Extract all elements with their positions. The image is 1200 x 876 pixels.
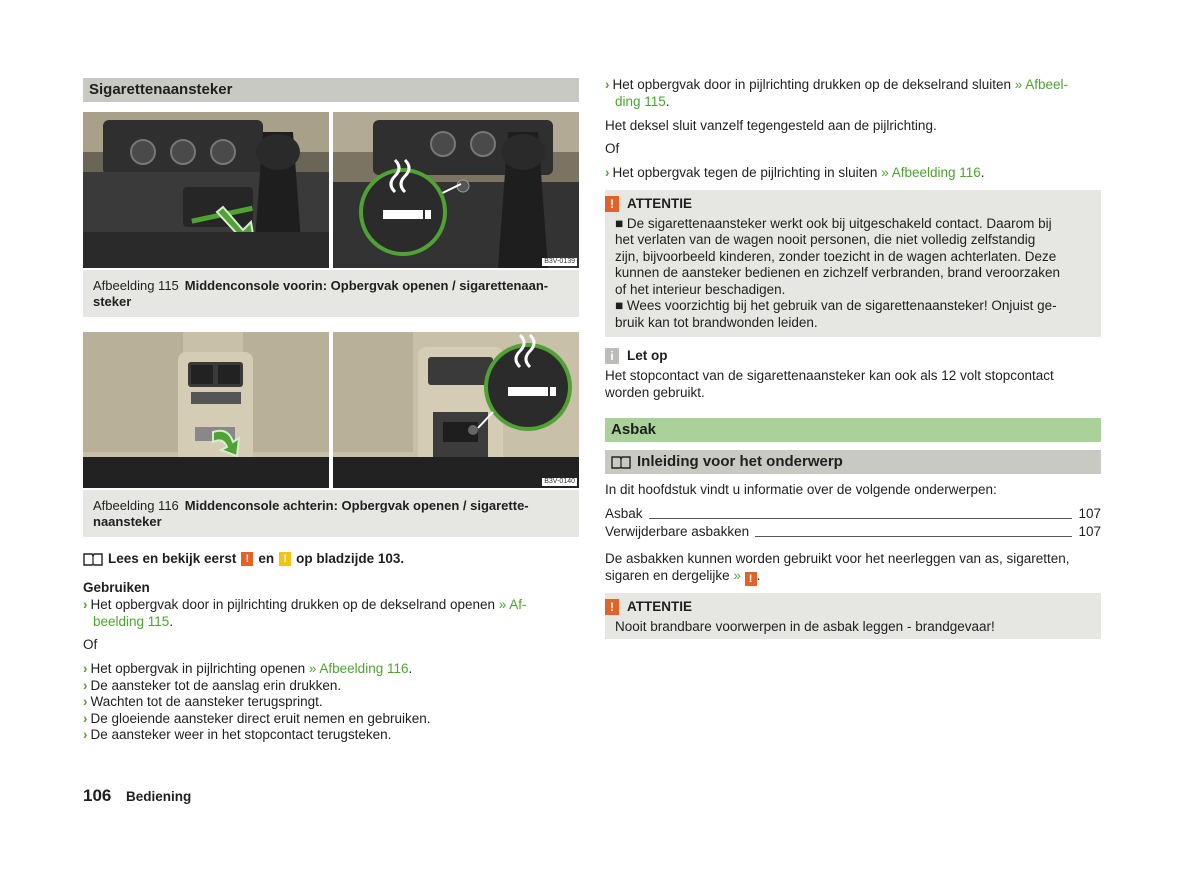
step-close-against-text: Het opbergvak tegen de pijlrichting in sluiten bbox=[612, 165, 878, 180]
step-list bbox=[83, 661, 579, 744]
warning-link[interactable]: » bbox=[733, 567, 741, 583]
attentie-title bbox=[605, 196, 1091, 213]
book-icon bbox=[611, 455, 631, 469]
attentie-line: ■ Wees voorzichtig bij het gebruik van de sigarettenaansteker! Onjuist ge- bbox=[615, 298, 1057, 313]
asbak-line: De asbakken kunnen worden gebruikt voor het neerleggen van as, sigaretten, bbox=[605, 551, 1070, 566]
step-text: De gloeiende aansteker direct eruit nemen en gebruiken. bbox=[90, 710, 431, 726]
attentie-line: bruik kan tot brandwonden leiden. bbox=[615, 314, 818, 330]
step-text: Wachten tot de aansteker terugspringt. bbox=[90, 694, 323, 709]
cigarette-icon bbox=[508, 387, 548, 396]
cigarette-icon bbox=[383, 210, 423, 219]
section-title-sigarettenaansteker: Sigarettenaansteker bbox=[83, 78, 579, 102]
footer-section: Bediening bbox=[126, 789, 192, 804]
step-close-against: › Het opbergvak tegen de pijlrichting in sluiten » Afbeelding 116. bbox=[605, 165, 985, 180]
attentie-line: Nooit brandbare voorwerpen in de asbak leggen - brandgevaar! bbox=[615, 618, 995, 634]
cigarette-lighter-front-image bbox=[333, 112, 579, 268]
step-text: De aansteker weer in het stopcontact terugsteken. bbox=[90, 727, 392, 742]
attentie-title-text: ATTENTIE bbox=[627, 599, 692, 614]
read-first-prefix: Lees en bekijk eerst bbox=[108, 551, 237, 566]
list-item: › De gloeiende aansteker direct eruit nemen en gebruiken. bbox=[83, 710, 431, 726]
toc-label: Verwijderbare asbakken bbox=[605, 524, 750, 539]
warning-icon: ! bbox=[745, 572, 757, 586]
step-close-against-end: . bbox=[980, 165, 985, 180]
figure-link[interactable]: » Afbeelding 116 bbox=[881, 165, 981, 180]
asbak-line: sigaren en dergelijke bbox=[605, 567, 730, 583]
figure-116-title-cont: naansteker bbox=[93, 514, 162, 529]
step-close-press-text: Het opbergvak door in pijlrichting drukken op de dekselrand sluiten bbox=[612, 77, 1011, 92]
info-icon: i bbox=[605, 348, 619, 364]
toc-label: Asbak bbox=[605, 506, 643, 521]
attentie-title-text: ATTENTIE bbox=[627, 196, 692, 211]
figure-link[interactable]: » Afbeel- bbox=[1014, 77, 1069, 92]
asbak-text: De asbakken kunnen worden gebruikt voor het neerleggen van as, sigaretten, sigaren en dergelijke » ! . bbox=[605, 551, 1101, 586]
warning-icon: ! bbox=[605, 196, 619, 212]
of-text-right: Of bbox=[605, 141, 620, 156]
list-item: › Wachten tot de aansteker terugspringt. bbox=[83, 694, 323, 709]
warning-icon: ! bbox=[241, 552, 253, 566]
lid-text: Het deksel sluit vanzelf tegengesteld aan de pijlrichting. bbox=[605, 118, 937, 133]
figure-116-code: B3V-0140 bbox=[544, 478, 575, 485]
subsection-intro-title: Inleiding voor het onderwerp bbox=[637, 453, 843, 470]
step-text: De aansteker tot de aanslag erin drukken. bbox=[90, 677, 342, 693]
center-console-rear-image bbox=[83, 332, 329, 488]
list-item: › Het opbergvak in pijlrichting openen » Afbeelding 116. bbox=[83, 661, 413, 676]
figure-link-cont[interactable]: ding 115 bbox=[615, 93, 666, 109]
letop-line: Het stopcontact van de sigarettenaansteker kan ook als 12 volt stopcontact bbox=[605, 368, 1054, 383]
step-open-press-text: Het opbergvak door in pijlrichting drukken op de dekselrand openen bbox=[90, 597, 496, 612]
figure-115-code: B3V-0139 bbox=[544, 258, 575, 265]
step-close-press: › Het opbergvak door in pijlrichting drukken op de dekselrand sluiten » Afbeel- ding 115. bbox=[605, 77, 1069, 109]
arrow-icon: › bbox=[83, 597, 88, 612]
cigarette-lighter-rear-image bbox=[333, 332, 579, 488]
figure-115-title: Middenconsole voorin: Opbergvak openen / sigarettenaan- bbox=[184, 278, 549, 293]
gebruiken-heading: Gebruiken bbox=[83, 580, 150, 595]
figure-116-label: Afbeelding 116 bbox=[93, 498, 179, 513]
step-close-press-end: . bbox=[665, 93, 670, 109]
step-end: . bbox=[408, 661, 413, 676]
attentie-box-lighter bbox=[605, 190, 1101, 337]
read-first-mid: en bbox=[258, 551, 275, 566]
figure-115-title-cont: steker bbox=[93, 294, 132, 309]
figure-115-caption bbox=[83, 270, 579, 317]
figure-116-caption bbox=[83, 490, 579, 537]
letop-title-text: Let op bbox=[627, 348, 668, 363]
warning-icon: ! bbox=[605, 599, 619, 615]
figure-116-photo-left bbox=[83, 332, 329, 488]
figure-link[interactable]: » Af- bbox=[498, 597, 527, 612]
attentie-title bbox=[605, 599, 1091, 616]
attentie-line: of het interieur beschadigen. bbox=[615, 281, 786, 297]
letop-line: worden gebruikt. bbox=[605, 384, 705, 400]
letop-text bbox=[605, 368, 1101, 401]
read-first-suffix: op bladzijde 103. bbox=[296, 551, 405, 566]
of-text-left: Of bbox=[83, 637, 98, 652]
step-text: Het opbergvak in pijlrichting openen bbox=[90, 661, 309, 676]
intro-text: In dit hoofdstuk vindt u informatie over de volgende onderwerpen: bbox=[605, 482, 997, 497]
attentie-line: zijn, bijvoorbeeld kinderen, zonder toezicht in de wagen achterlaten. Deze bbox=[615, 248, 1057, 264]
attentie-line: het verlaten van de wagen nooit personen, die niet volledig zelfstandig bbox=[615, 232, 1036, 247]
figure-115-photo-right bbox=[333, 112, 579, 268]
figure-115-label: Afbeelding 115 bbox=[93, 278, 179, 293]
attentie-line: kunnen de aansteker bedienen en zichzelf verbranden, brand veroorzaken bbox=[615, 265, 1061, 280]
subsection-intro bbox=[605, 450, 1101, 474]
step-open-press-end: . bbox=[169, 613, 174, 629]
center-console-front-image bbox=[83, 112, 329, 268]
attentie-box-asbak bbox=[605, 593, 1101, 639]
page-number: 106 bbox=[83, 786, 112, 805]
figure-link[interactable]: » Afbeelding 116 bbox=[308, 661, 409, 676]
letop-title bbox=[605, 348, 668, 365]
toc-row[interactable] bbox=[605, 524, 1101, 541]
toc-page: 107 bbox=[1078, 524, 1101, 539]
note-icon: ! bbox=[279, 552, 291, 566]
figure-115-photo-left bbox=[83, 112, 329, 268]
list-item: › De aansteker weer in het stopcontact terugsteken. bbox=[83, 727, 392, 742]
figure-116-photo-right bbox=[333, 332, 579, 488]
step-open-press bbox=[83, 597, 579, 630]
figure-116-title: Middenconsole achterin: Opbergvak openen / sigarette- bbox=[184, 498, 529, 513]
read-first-line bbox=[83, 551, 579, 568]
list-item: › De aansteker tot de aanslag erin drukken. bbox=[83, 677, 342, 693]
book-icon bbox=[83, 552, 103, 566]
section-title-asbak: Asbak bbox=[605, 418, 1101, 442]
toc-page: 107 bbox=[1078, 506, 1101, 521]
attentie-line: ■ De sigarettenaansteker werkt ook bij uitgeschakeld contact. Daarom bij bbox=[615, 215, 1052, 231]
toc-row[interactable] bbox=[605, 506, 1101, 523]
figure-link-cont[interactable]: beelding 115 bbox=[93, 613, 170, 629]
